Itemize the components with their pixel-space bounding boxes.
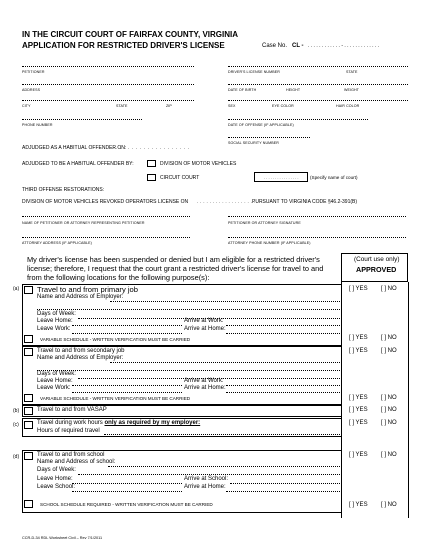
signature-field[interactable] [228,216,406,217]
secondary-days-label: Days of Week: [37,371,76,377]
sex-label: SEX [228,104,236,108]
dob-label: DATE OF BIRTH [228,88,257,92]
license-field[interactable] [228,66,408,67]
petitioner-field[interactable] [22,66,194,67]
dob-field[interactable] [228,84,408,85]
arrive-school-field[interactable] [230,483,340,484]
intro-line1: My driver's license has been suspended or denied but I am eligible for a restricted driver's [27,255,320,264]
petitioner-name-label: NAME OF PETITIONER OR ATTORNEY REPRESENTING PETITIONER [22,221,145,225]
court-name-note: (Specify name of court) [310,175,358,180]
secondary-employer-label: Name and Address of Employer: [37,355,124,361]
offense-field[interactable] [228,119,368,120]
eye-label: EYE COLOR [272,104,294,108]
address-label: ADDRESS [22,88,41,92]
section-c-checkbox[interactable] [24,421,33,429]
a-variable-label: VARIABLE SCHEDULE - WRITTEN VERIFICATION MUST BE CARRIED [40,337,191,342]
secondary-var-no[interactable]: [ ] NO [381,395,397,401]
section-c-title-pre: Travel during work hours [37,420,105,426]
dmv-revoked-label: DIVISION OF MOTOR VEHICLES REVOKED OPERATORS LICENSE ON [22,199,189,205]
employer-label: Name and Address of Employer: [37,294,124,300]
city-field[interactable] [22,100,194,101]
school-schedule-label: SCHOOL SCHEDULE REQUIRED - WRITTEN VERIFICATION MUST BE CARRIED [40,502,213,507]
c-no[interactable]: [ ] NO [381,420,397,426]
section-b-title: Travel to and from VASAP [37,407,107,413]
city-label: CITY [22,104,31,108]
arrive-work-label: Arrive at Work: [184,318,224,324]
school-arrive-home-field[interactable] [226,491,340,492]
secondary-variable-checkbox[interactable] [24,394,33,402]
circuit-label: CIRCUIT COURT [160,175,200,181]
school-days-field[interactable] [78,474,340,475]
secondary-arrive-home-label: Arrive at Home: [184,385,226,391]
attorney-address-field[interactable] [22,237,190,238]
arrive-home-label: Arrive at Home: [184,326,226,332]
section-a-letter: (a) [13,286,20,292]
section-d-checkbox[interactable] [24,452,33,460]
employer-field[interactable] [110,301,340,302]
approved-label: APPROVED [356,265,397,274]
school-leave-home-field[interactable] [72,483,182,484]
employer-field-2[interactable] [37,309,340,310]
secondary-no[interactable]: [ ] NO [381,348,397,354]
secondary-variable-label: VARIABLE SCHEDULE - WRITTEN VERIFICATION MUST BE CARRIED [40,396,191,401]
arrive-school-label: Arrive at School: [184,476,229,482]
school-field[interactable] [108,466,340,467]
school-days-label: Days of Week: [37,467,76,473]
b-no[interactable]: [ ] NO [381,407,397,413]
phone-label: PHONE NUMBER [22,123,53,127]
court-use-label: (Court use only) [354,256,400,263]
hours-label: Hours of required travel [37,428,100,434]
a-var-yes[interactable]: [ ] YES [349,335,368,341]
secondary-leave-work-label: Leave Work: [37,385,71,391]
section-c-title-emph: only as required by my employer: [104,420,201,426]
d-no[interactable]: [ ] NO [381,452,397,458]
school-schedule-checkbox[interactable] [24,500,33,508]
leave-school-field[interactable] [72,491,182,492]
secondary-employer-field-2[interactable] [37,370,340,371]
leave-school-label: Leave School: [37,484,76,490]
secondary-employer-field[interactable] [110,362,340,363]
section-b-checkbox[interactable] [24,407,33,415]
sex-field[interactable] [228,100,408,101]
height-label: HEIGHT [286,88,301,92]
phone-field[interactable] [22,119,142,120]
days-label: Days of Week: [37,311,76,317]
c-yes[interactable]: [ ] YES [349,420,368,426]
habitual-on-field[interactable]: . . . . . . . . . . . . . . . . . . . . [112,145,190,151]
form-footer: CCR-D-34 RDL Worksheet Civil – Rev 7/1/2011 [22,536,103,540]
a-yes[interactable]: [ ] YES [349,286,368,292]
approved-col-right [408,282,409,518]
leave-work-label: Leave Work: [37,326,71,332]
secondary-leave-home-field[interactable] [72,385,182,386]
dmv-revoked-field[interactable]: . . . . . . . . . . . . . . . . . . . [197,199,256,204]
case-no-prefix: CL - [292,43,304,49]
d-yes[interactable]: [ ] YES [349,452,368,458]
leave-home-label: Leave Home: [37,318,73,324]
ssn-label: SOCIAL SECURITY NUMBER [228,141,279,145]
school-label: Name and Address of school: [37,459,116,465]
d-sched-no[interactable]: [ ] NO [381,502,397,508]
secondary-title: Travel to and from secondary job [37,348,125,354]
secondary-leave-work-field[interactable] [72,392,182,393]
state-label: STATE [346,70,358,74]
pursuant-label: PURSUANT TO VIRGINIA CODE §46.2-391(B) [252,199,358,205]
dmv-label: DIVISION OF MOTOR VEHICLES [160,161,237,167]
court-use-box [341,253,408,282]
case-no-label: Case No. [262,43,288,49]
court-name-box[interactable] [254,172,308,182]
form-title: APPLICATION FOR RESTRICTED DRIVER'S LICENSE [22,41,225,50]
attorney-phone-label: ATTORNEY PHONE NUMBER (IF APPLICABLE) [228,241,311,245]
license-label: DRIVER'S LICENSE NUMBER [228,70,280,74]
section-d-letter: (d) [13,454,20,460]
attorney-address-label: ATTORNEY ADDRESS (IF APPLICABLE) [22,241,92,245]
a-no[interactable]: [ ] NO [381,286,397,292]
petitioner-name-field[interactable] [22,216,190,217]
hair-label: HAIR COLOR [336,104,360,108]
secondary-checkbox[interactable] [24,348,33,356]
state2-label: STATE [116,104,128,108]
habitual-on-label: ADJUDGED AS A HABITUAL OFFENDER ON: [22,145,127,151]
section-c-letter: (c) [13,422,19,428]
offense-label: DATE OF OFFENSE (IF APPLICABLE) [228,123,294,127]
arrive-work-field[interactable] [226,325,340,326]
intro-line2: license; therefore, I request that the court grant a restricted driver's license for travel to and [27,264,324,273]
circuit-checkbox[interactable] [147,174,156,181]
secondary-arrive-home-field[interactable] [226,392,340,393]
d-sched-yes[interactable]: [ ] YES [349,502,368,508]
signature-label: PETITIONER OR ATTORNEY SIGNATURE [228,221,301,225]
court-title: IN THE CIRCUIT COURT OF FAIRFAX COUNTY, VIRGINIA [22,30,239,39]
secondary-arrive-work-label: Arrive at Work: [184,378,224,384]
secondary-leave-home-label: Leave Home: [37,378,73,384]
petitioner-label: PETITIONER [22,70,45,74]
habitual-by-label: ADJUDGED TO BE A HABITUAL OFFENDER BY: [22,161,134,167]
ssn-field[interactable] [228,137,310,138]
hours-field[interactable] [104,434,340,435]
court-name-dots: . . . . . . . . . . . . . . . . [264,175,299,180]
leave-work-field[interactable] [72,333,182,334]
secondary-arrive-work-field[interactable] [226,385,340,386]
b-yes[interactable]: [ ] YES [349,407,368,413]
section-d-title: Travel to and from school [37,452,105,458]
school-arrive-home-label: Arrive at Home: [184,484,226,490]
secondary-var-yes[interactable]: [ ] YES [349,395,368,401]
section-a-checkbox[interactable] [24,286,33,294]
secondary-yes[interactable]: [ ] YES [349,348,368,354]
address-field[interactable] [22,84,194,85]
zip-label: ZIP [166,104,172,108]
school-leave-home-label: Leave Home: [37,476,73,482]
section-c-title [37,420,200,426]
third-offense-label: THIRD OFFENSE RESTORATIONS: [22,187,105,193]
attorney-phone-field[interactable] [228,237,406,238]
intro-line3: from the following locations for the following purpose(s): [27,273,210,282]
leave-home-field[interactable] [72,325,182,326]
section-b-letter: (b) [13,408,20,414]
section-a-title: Travel to and from primary job [37,285,139,294]
a-variable-checkbox[interactable] [24,335,33,343]
case-no-field[interactable]: . . . . . . . . . . . . - . . . . . . . . . . . . . [308,43,380,49]
weight-label: WEIGHT [344,88,359,92]
dmv-checkbox[interactable] [147,160,156,167]
arrive-home-field[interactable] [226,333,340,334]
a-var-no[interactable]: [ ] NO [381,335,397,341]
